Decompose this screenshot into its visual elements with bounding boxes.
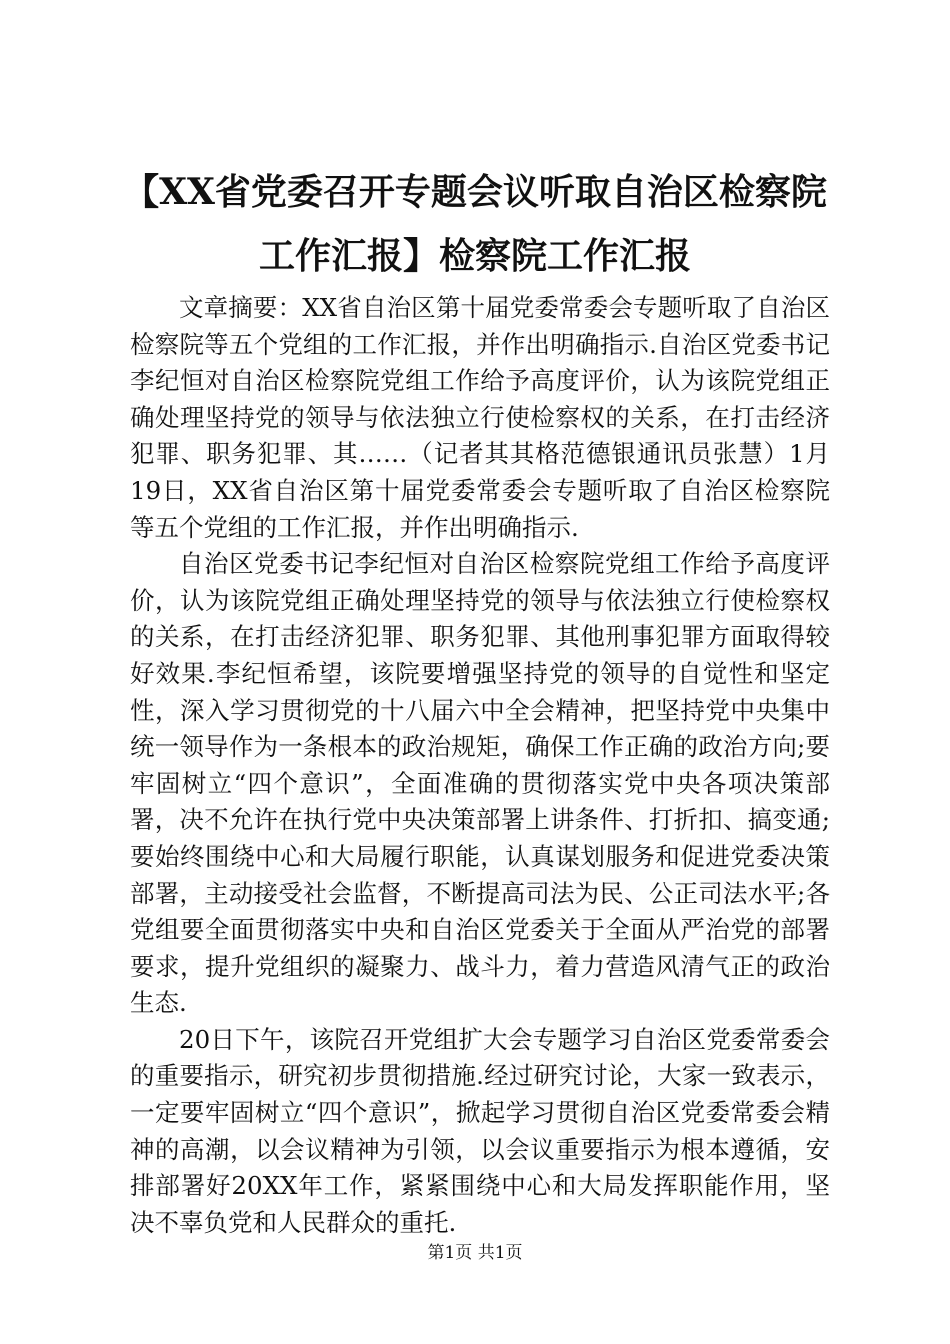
paragraph-followup: 20日下午，该院召开党组扩大会专题学习自治区党委常委会的重要指示，研究初步贯彻措施.经过研究讨论，大家一致表示，一定要牢固树立“四个意识”，掀起学习贯彻自治区党委常委会精神的高潮，以会议精神为引领，以会议重要指示为根本遵循，安排部署好20XX年工作，紧紧围绕中心和大局发挥职能作用，坚决不辜负党和人民群众的重托. — [130, 1024, 830, 1237]
paragraph-evaluation: 自治区党委书记李纪恒对自治区检察院党组工作给予高度评价，认为该院党组正确处理坚持党的领导与依法独立行使检察权的关系，在打击经济犯罪、职务犯罪、其他刑事犯罪方面取得较好效果.李纪恒希望，该院要增强坚持党的领导的自觉性和坚定性，深入学习贯彻党的十八届六中全会精神，把坚持党中央集中统一领导作为一条根本的政治规矩，确保工作正确的政治方向;要牢固树立“四个意识”，全面准确的贯彻落实党中央各项决策部署，决不允许在执行党中央决策部署上讲条件、打折扣、搞变通;要始终围绕中心和大局履行职能，认真谋划服务和促进党委决策部署，主动接受社会监督，不断提高司法为民、公正司法水平;各党组要全面贯彻落实中央和自治区党委关于全面从严治党的部署要求，提升党组织的凝聚力、战斗力，着力营造风清气正的政治生态. — [130, 549, 830, 1018]
document-body — [130, 290, 830, 1241]
page-number-footer: 第1页 共1页 — [427, 1243, 523, 1263]
paragraph-abstract: 文章摘要：XX省自治区第十届党委常委会专题听取了自治区检察院等五个党组的工作汇报，并作出明确指示.自治区党委书记李纪恒对自治区检察院党组工作给予高度评价，认为该院党组正确处理坚持党的领导与依法独立行使检察权的关系，在打击经济犯罪、职务犯罪、其……（记者其其格范德银通讯员张慧）1月19日，XX省自治区第十届党委常委会专题听取了自治区检察院等五个党组的工作汇报，并作出明确指示. — [130, 293, 830, 542]
document-title: 【XX省党委召开专题会议听取自治区检察院工作汇报】检察院工作汇报 — [123, 171, 827, 277]
